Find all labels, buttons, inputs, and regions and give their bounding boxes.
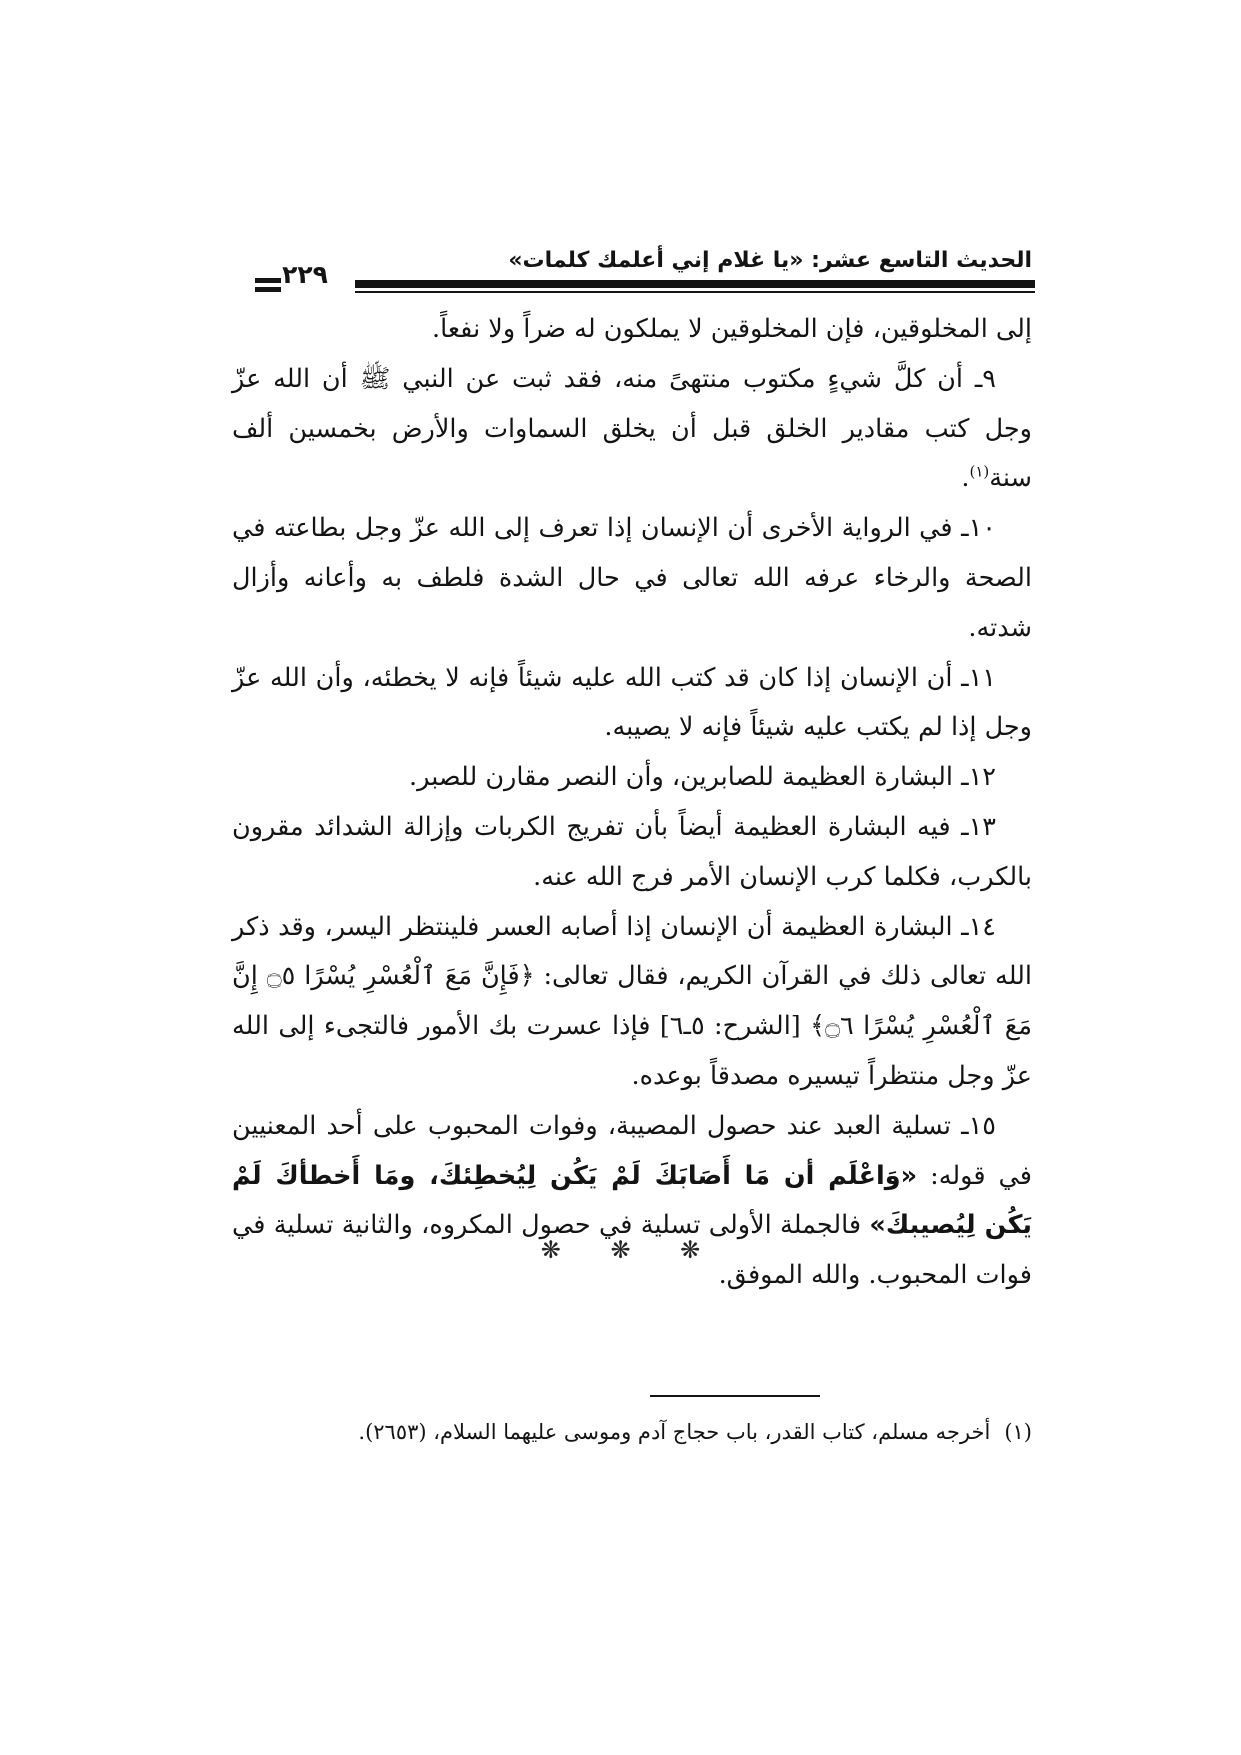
running-title: الحديث التاسع عشر: «يا غلام إني أعلمك كلمات»: [508, 248, 1032, 273]
list-item-12: [232, 753, 1032, 803]
footnote-rule: [650, 1395, 820, 1397]
list-item-10: [232, 504, 1032, 653]
paragraph-text: إلى المخلوقين، فإن المخلوقين لا يملكون له ضراً ولا نفعاً.: [432, 314, 1032, 344]
paragraph-tail: .: [961, 463, 970, 494]
paragraph-text: ١٣ـ فيه البشارة العظيمة أيضاً بأن تفريج الكربات وإزالة الشدائد مقرون بالكرب، فكلما كرب الإنسان الأمر فرج الله عنه.: [232, 811, 1032, 892]
list-item-15: [232, 1102, 1032, 1301]
paragraph-tail: فالجملة الأولى تسلية في حصول المكروه، والثانية تسلية في فوات المحبوب. والله الموفق.: [232, 1210, 1032, 1291]
page-number-bar: [255, 287, 281, 292]
footnote: [232, 1416, 1032, 1448]
paragraph-text: ٩ـ أن كلَّ شيءٍ مكتوب منتهىً منه، فقد ثبت عن النبي ﷺ أن الله عزّ وجل كتب مقادير الخلق قبل أن يخلق السماوات والأرض بخمسين ألف سنة: [232, 363, 1032, 494]
paragraph-text: ١٢ـ البشارة العظيمة للصابرين، وأن النصر مقارن للصبر.: [409, 762, 996, 793]
list-item-11: [232, 654, 1032, 754]
page-number-bar: [255, 278, 281, 283]
paragraph-text: ١٤ـ البشارة العظيمة أن الإنسان إذا أصابه العسر فلينتظر اليسر، وقد ذكر الله تعالى ذلك في القرآن الكريم، فقال تعالى: ﴿فَإِنَّ مَعَ ٱلْعُسْرِ يُسْرًا ۝٥ إِنَّ مَعَ ٱلْعُسْرِ يُسْرًا ۝٦﴾ [الشرح: ٥ـ٦] فإذا عسرت بك الأمور فالتجىء إلى الله عزّ وجل منتظراً تيسيره مصدقاً بوعده.: [232, 911, 1032, 1091]
page-number: ٢٢٩: [282, 260, 328, 289]
footnote-reference[interactable]: (١): [969, 462, 990, 481]
list-item-9: [232, 355, 1032, 504]
list-item-14: [232, 903, 1032, 1102]
section-separator: ❋ ❋ ❋: [540, 1236, 701, 1264]
list-item-13: [232, 803, 1032, 903]
hadith-quote: «وَاعْلَم أن مَا أَصَابَكَ لَمْ يَكُن لِيُخطِئكَ، ومَا أَخطأكَ لَمْ يَكُن لِيُصيبكَ»: [232, 1160, 1032, 1241]
header-rule: [355, 280, 1035, 288]
footnote-number: (١): [1004, 1420, 1032, 1444]
paragraph-text: ١٥ـ تسلية العبد عند حصول المصيبة، وفوات المحبوب على أحد المعنيين في قوله:: [232, 1110, 1032, 1191]
paragraph-text: ١٠ـ في الرواية الأخرى أن الإنسان إذا تعرف إلى الله عزّ وجل بطاعته في الصحة والرخاء عرفه الله تعالى في حال الشدة فلطف به وأعانه وأزال شدته.: [232, 513, 1032, 643]
body-text: [232, 305, 1032, 1301]
header-rule-underline: [355, 291, 1035, 293]
paragraph-continuation: [232, 305, 1032, 355]
paragraph-text: ١١ـ أن الإنسان إذا كان قد كتب الله عليه شيئاً فإنه لا يخطئه، وأن الله عزّ وجل إذا لم يكتب عليه شيئاً فإنه لا يصيبه.: [232, 662, 1032, 743]
footnote-text: أخرجه مسلم، كتاب القدر، باب حجاج آدم وموسى عليهما السلام، (٢٦٥٣).: [358, 1420, 991, 1444]
